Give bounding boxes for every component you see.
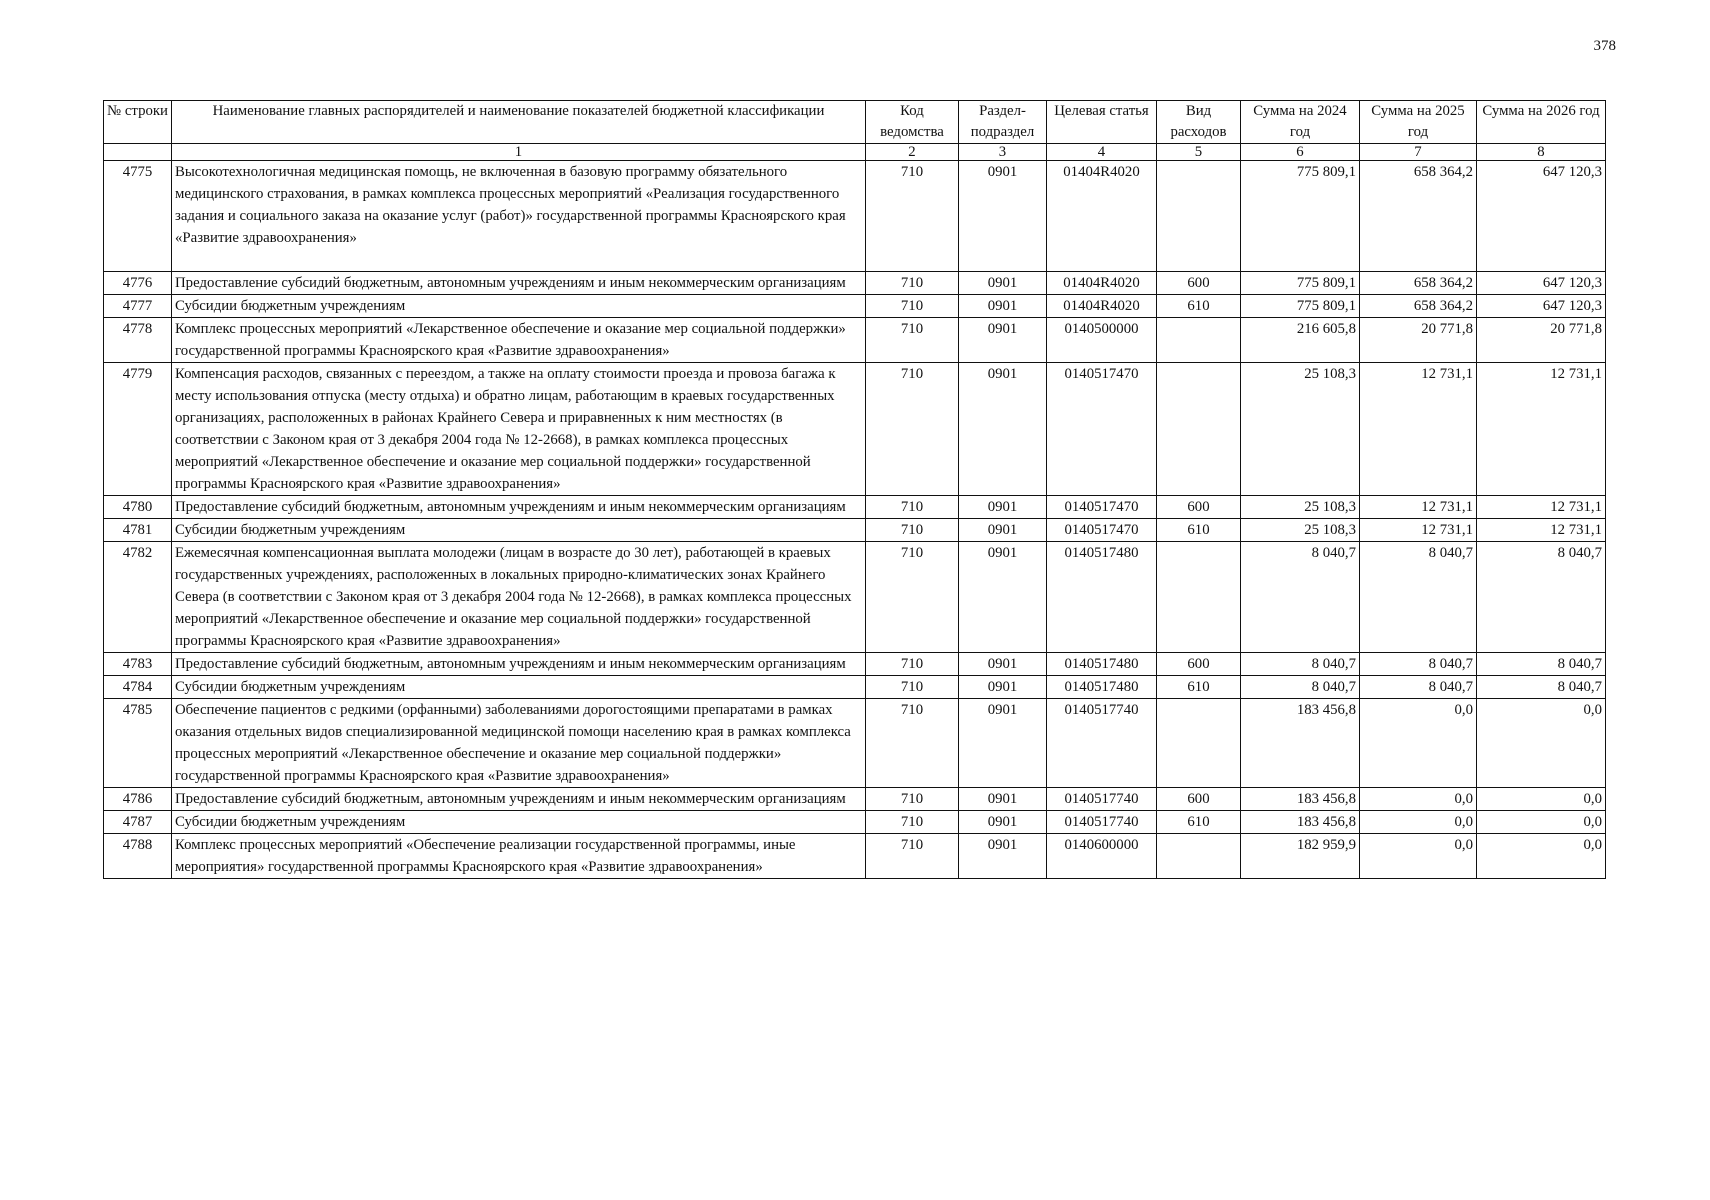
- row-section: 0901: [959, 161, 1047, 272]
- table-row: [104, 363, 1606, 496]
- row-sum-2026: 0,0: [1477, 834, 1606, 879]
- row-dept-code: 710: [866, 363, 959, 496]
- table-row: [104, 519, 1606, 542]
- row-name: Субсидии бюджетным учреждениям: [172, 295, 866, 318]
- row-sum-2026: 647 120,3: [1477, 161, 1606, 272]
- row-section: 0901: [959, 318, 1047, 363]
- row-expense-type: 610: [1157, 676, 1241, 699]
- row-target: 0140517470: [1047, 519, 1157, 542]
- row-target: 01404R4020: [1047, 272, 1157, 295]
- column-number: 7: [1360, 144, 1477, 161]
- row-dept-code: 710: [866, 834, 959, 879]
- row-sum-2026: 0,0: [1477, 699, 1606, 788]
- row-expense-type: [1157, 363, 1241, 496]
- row-number: 4787: [104, 811, 172, 834]
- row-number: 4775: [104, 161, 172, 272]
- row-name: Высокотехнологичная медицинская помощь, не включенная в базовую программу обязательного медицинского страхования, в рамках комплекса процессных мероприятий «Реализация государственного задания и социального заказа на оказание услуг (работ)» государственной программы Красноярского края «Развитие здравоохранения»: [172, 161, 866, 272]
- table-row: [104, 834, 1606, 879]
- row-dept-code: 710: [866, 699, 959, 788]
- row-number: 4776: [104, 272, 172, 295]
- row-expense-type: 610: [1157, 519, 1241, 542]
- row-section: 0901: [959, 788, 1047, 811]
- row-number: 4785: [104, 699, 172, 788]
- column-number-spacer: [104, 144, 172, 161]
- table-row: [104, 161, 1606, 272]
- column-number: 6: [1241, 144, 1360, 161]
- row-sum-2025: 20 771,8: [1360, 318, 1477, 363]
- row-expense-type: 610: [1157, 811, 1241, 834]
- table-row: [104, 496, 1606, 519]
- row-target: 0140517740: [1047, 811, 1157, 834]
- row-number: 4781: [104, 519, 172, 542]
- table-row: [104, 788, 1606, 811]
- table-body: [104, 161, 1606, 879]
- row-expense-type: [1157, 161, 1241, 272]
- row-sum-2026: 8 040,7: [1477, 653, 1606, 676]
- row-sum-2024: 8 040,7: [1241, 676, 1360, 699]
- row-target: 0140500000: [1047, 318, 1157, 363]
- row-number: 4788: [104, 834, 172, 879]
- row-sum-2024: 775 809,1: [1241, 295, 1360, 318]
- column-number: 2: [866, 144, 959, 161]
- row-number: 4780: [104, 496, 172, 519]
- row-sum-2025: 12 731,1: [1360, 363, 1477, 496]
- row-target: 0140517470: [1047, 496, 1157, 519]
- row-sum-2026: 12 731,1: [1477, 363, 1606, 496]
- budget-table: [103, 100, 1606, 879]
- row-expense-type: [1157, 834, 1241, 879]
- row-dept-code: 710: [866, 676, 959, 699]
- row-sum-2024: 8 040,7: [1241, 542, 1360, 653]
- row-section: 0901: [959, 811, 1047, 834]
- table-row: [104, 653, 1606, 676]
- row-sum-2025: 8 040,7: [1360, 653, 1477, 676]
- row-section: 0901: [959, 519, 1047, 542]
- header-section: Раздел-подраздел: [959, 101, 1047, 144]
- row-sum-2024: 183 456,8: [1241, 699, 1360, 788]
- row-dept-code: 710: [866, 542, 959, 653]
- row-target: 0140517740: [1047, 699, 1157, 788]
- row-number: 4777: [104, 295, 172, 318]
- row-sum-2025: 0,0: [1360, 699, 1477, 788]
- row-section: 0901: [959, 653, 1047, 676]
- column-number: 4: [1047, 144, 1157, 161]
- row-sum-2024: 775 809,1: [1241, 272, 1360, 295]
- table-row: [104, 272, 1606, 295]
- row-section: 0901: [959, 542, 1047, 653]
- row-sum-2024: 25 108,3: [1241, 363, 1360, 496]
- row-sum-2024: 25 108,3: [1241, 496, 1360, 519]
- row-sum-2026: 647 120,3: [1477, 272, 1606, 295]
- row-dept-code: 710: [866, 161, 959, 272]
- row-expense-type: 600: [1157, 788, 1241, 811]
- row-name: Комплекс процессных мероприятий «Лекарственное обеспечение и оказание мер социальной поддержки» государственной программы Красноярского края «Развитие здравоохранения»: [172, 318, 866, 363]
- header-row: [104, 101, 1606, 144]
- row-name: Субсидии бюджетным учреждениям: [172, 676, 866, 699]
- row-expense-type: 600: [1157, 653, 1241, 676]
- row-sum-2024: 182 959,9: [1241, 834, 1360, 879]
- row-name: Предоставление субсидий бюджетным, автономным учреждениям и иным некоммерческим организациям: [172, 788, 866, 811]
- row-section: 0901: [959, 363, 1047, 496]
- row-name: Субсидии бюджетным учреждениям: [172, 519, 866, 542]
- row-sum-2025: 0,0: [1360, 811, 1477, 834]
- row-sum-2024: 216 605,8: [1241, 318, 1360, 363]
- column-number: 1: [172, 144, 866, 161]
- row-dept-code: 710: [866, 519, 959, 542]
- column-number: 3: [959, 144, 1047, 161]
- row-target: 0140517480: [1047, 676, 1157, 699]
- header-expense-type: Вид расходов: [1157, 101, 1241, 144]
- row-sum-2026: 0,0: [1477, 811, 1606, 834]
- header-dept-code: Код ведомства: [866, 101, 959, 144]
- row-sum-2026: 12 731,1: [1477, 519, 1606, 542]
- row-sum-2025: 8 040,7: [1360, 542, 1477, 653]
- row-sum-2026: 8 040,7: [1477, 676, 1606, 699]
- row-sum-2025: 8 040,7: [1360, 676, 1477, 699]
- header-target: Целевая статья: [1047, 101, 1157, 144]
- row-section: 0901: [959, 699, 1047, 788]
- row-section: 0901: [959, 496, 1047, 519]
- row-name: Ежемесячная компенсационная выплата молодежи (лицам в возрасте до 30 лет), работающей в краевых государственных учреждениях, расположенных в локальных природно-климатических зонах Крайнего Севера (в соответствии с Законом края от 3 декабря 2004 года № 12-2668), в рамках комплекса процессных мероприятий «Лекарственное обеспечение и оказание мер социальной поддержки» государственной программы Красноярского края «Развитие здравоохранения»: [172, 542, 866, 653]
- row-sum-2025: 12 731,1: [1360, 519, 1477, 542]
- row-sum-2025: 0,0: [1360, 834, 1477, 879]
- row-sum-2025: 658 364,2: [1360, 295, 1477, 318]
- row-sum-2024: 25 108,3: [1241, 519, 1360, 542]
- column-number: 8: [1477, 144, 1606, 161]
- row-dept-code: 710: [866, 318, 959, 363]
- row-target: 0140517480: [1047, 653, 1157, 676]
- row-sum-2026: 647 120,3: [1477, 295, 1606, 318]
- row-target: 0140517470: [1047, 363, 1157, 496]
- row-target: 01404R4020: [1047, 161, 1157, 272]
- header-name: Наименование главных распорядителей и наименование показателей бюджетной классификации: [172, 101, 866, 144]
- row-sum-2025: 658 364,2: [1360, 161, 1477, 272]
- row-name: Предоставление субсидий бюджетным, автономным учреждениям и иным некоммерческим организациям: [172, 496, 866, 519]
- page-number: 378: [1593, 38, 1616, 54]
- row-expense-type: [1157, 318, 1241, 363]
- row-section: 0901: [959, 272, 1047, 295]
- row-expense-type: [1157, 699, 1241, 788]
- row-number: 4786: [104, 788, 172, 811]
- row-target: 01404R4020: [1047, 295, 1157, 318]
- row-expense-type: 600: [1157, 496, 1241, 519]
- row-number: 4778: [104, 318, 172, 363]
- table-row: [104, 811, 1606, 834]
- row-name: Комплекс процессных мероприятий «Обеспечение реализации государственной программы, иные мероприятия» государственной программы Красноярского края «Развитие здравоохранения»: [172, 834, 866, 879]
- row-number: 4783: [104, 653, 172, 676]
- row-dept-code: 710: [866, 295, 959, 318]
- row-dept-code: 710: [866, 811, 959, 834]
- row-target: 0140517740: [1047, 788, 1157, 811]
- row-sum-2025: 658 364,2: [1360, 272, 1477, 295]
- row-sum-2024: 8 040,7: [1241, 653, 1360, 676]
- table-row: [104, 542, 1606, 653]
- row-dept-code: 710: [866, 272, 959, 295]
- row-target: 0140517480: [1047, 542, 1157, 653]
- row-name: Предоставление субсидий бюджетным, автономным учреждениям и иным некоммерческим организациям: [172, 272, 866, 295]
- header-sum-2025: Сумма на 2025 год: [1360, 101, 1477, 144]
- row-sum-2026: 12 731,1: [1477, 496, 1606, 519]
- header-sum-2024: Сумма на 2024 год: [1241, 101, 1360, 144]
- row-target: 0140600000: [1047, 834, 1157, 879]
- header-sum-2026: Сумма на 2026 год: [1477, 101, 1606, 144]
- column-number: 5: [1157, 144, 1241, 161]
- row-dept-code: 710: [866, 788, 959, 811]
- row-section: 0901: [959, 676, 1047, 699]
- row-number: 4784: [104, 676, 172, 699]
- row-expense-type: 610: [1157, 295, 1241, 318]
- row-sum-2026: 8 040,7: [1477, 542, 1606, 653]
- row-section: 0901: [959, 295, 1047, 318]
- row-expense-type: 600: [1157, 272, 1241, 295]
- row-name: Субсидии бюджетным учреждениям: [172, 811, 866, 834]
- row-expense-type: [1157, 542, 1241, 653]
- row-dept-code: 710: [866, 653, 959, 676]
- table-row: [104, 699, 1606, 788]
- row-number: 4782: [104, 542, 172, 653]
- row-sum-2024: 183 456,8: [1241, 811, 1360, 834]
- row-dept-code: 710: [866, 496, 959, 519]
- row-sum-2026: 20 771,8: [1477, 318, 1606, 363]
- row-sum-2025: 12 731,1: [1360, 496, 1477, 519]
- table-row: [104, 295, 1606, 318]
- column-number-row: [104, 144, 1606, 161]
- table-row: [104, 318, 1606, 363]
- header-row-no: № строки: [104, 101, 172, 144]
- row-sum-2025: 0,0: [1360, 788, 1477, 811]
- row-sum-2026: 0,0: [1477, 788, 1606, 811]
- row-number: 4779: [104, 363, 172, 496]
- table-row: [104, 676, 1606, 699]
- row-sum-2024: 183 456,8: [1241, 788, 1360, 811]
- row-name: Компенсация расходов, связанных с переездом, а также на оплату стоимости проезда и провоза багажа к месту использования отпуска (месту отдыха) и обратно лицам, работающим в краевых государственных организациях, расположенных в районах Крайнего Севера и приравненных к ним местностях (в соответствии с Законом края от 3 декабря 2004 года № 12-2668), в рамках комплекса процессных мероприятий «Лекарственное обеспечение и оказание мер социальной поддержки» государственной программы Красноярского края «Развитие здравоохранения»: [172, 363, 866, 496]
- row-section: 0901: [959, 834, 1047, 879]
- row-name: Предоставление субсидий бюджетным, автономным учреждениям и иным некоммерческим организациям: [172, 653, 866, 676]
- row-name: Обеспечение пациентов с редкими (орфанными) заболеваниями дорогостоящими препаратами в рамках оказания отдельных видов специализированной медицинской помощи населению края в рамках комплекса процессных мероприятий «Лекарственное обеспечение и оказание мер социальной поддержки» государственной программы Красноярского края «Развитие здравоохранения»: [172, 699, 866, 788]
- row-sum-2024: 775 809,1: [1241, 161, 1360, 272]
